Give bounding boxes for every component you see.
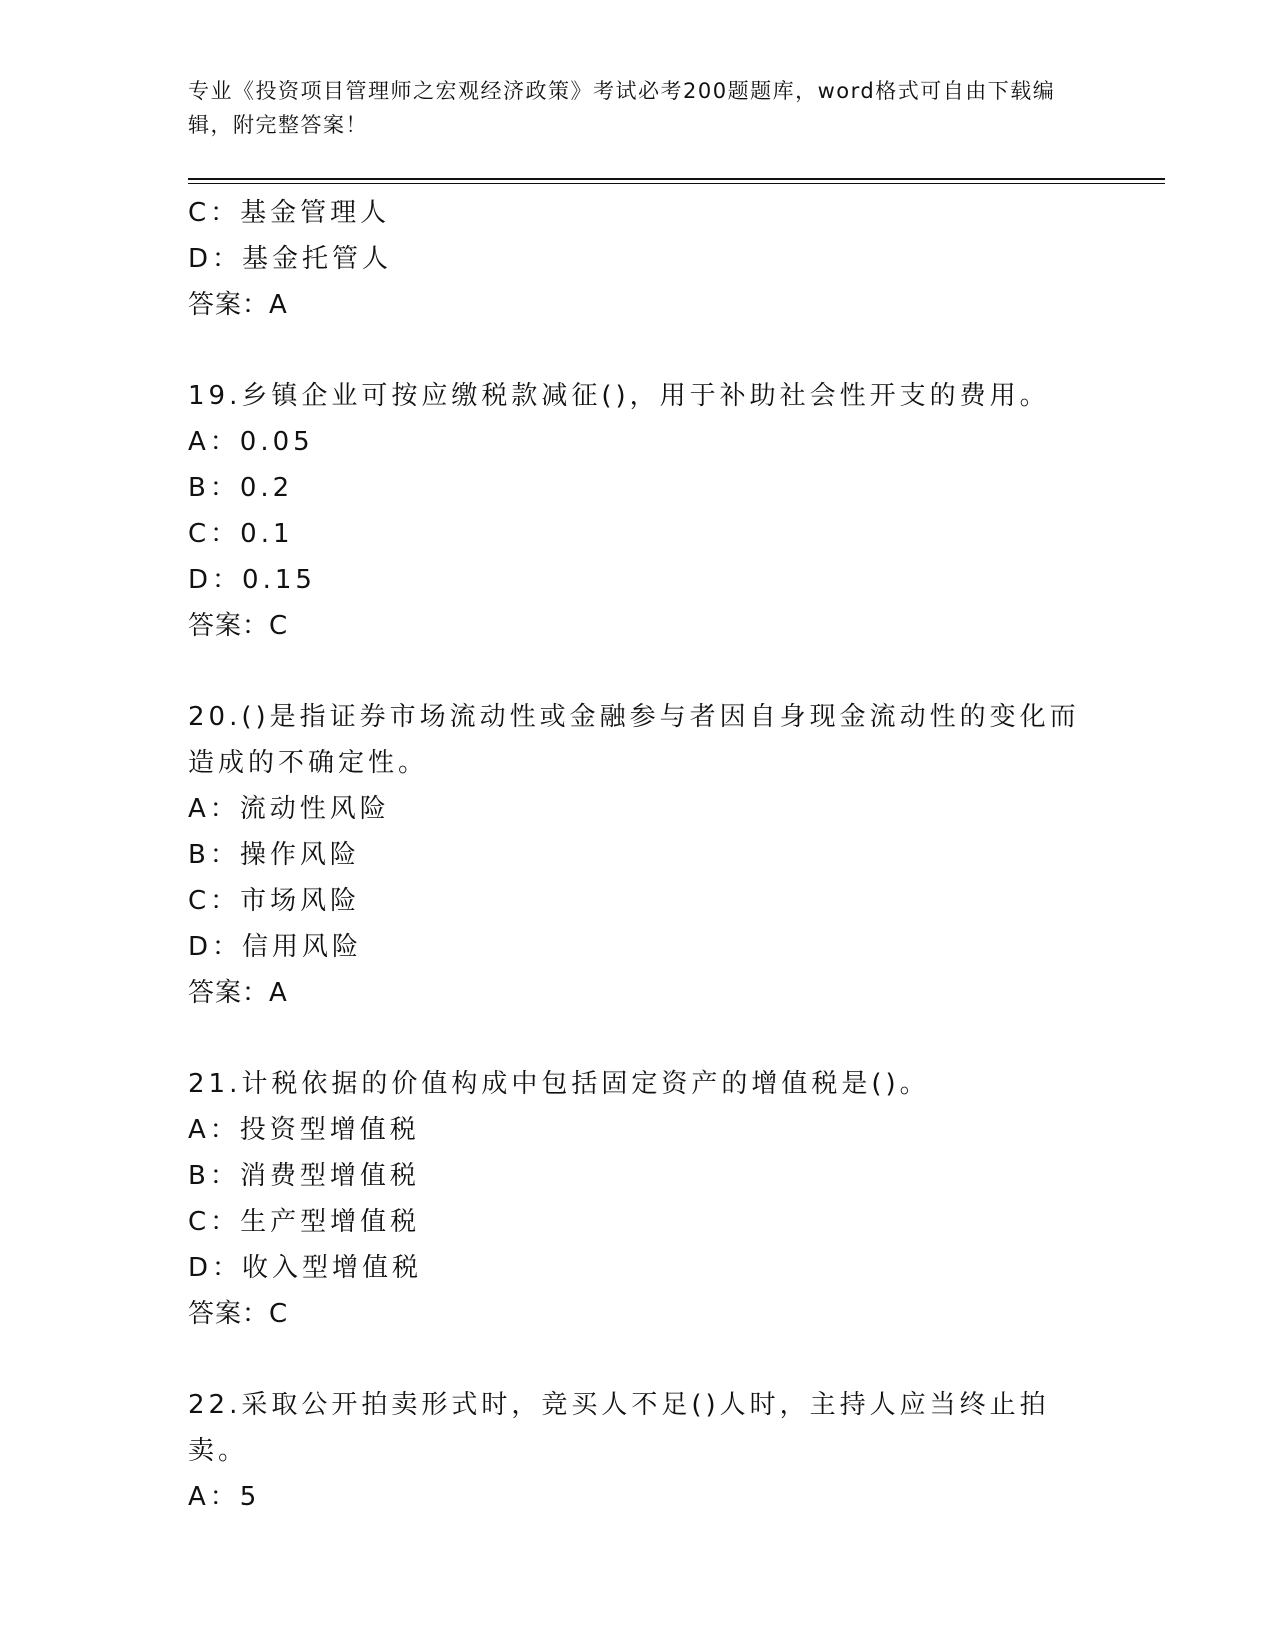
question-22 xyxy=(188,1382,1088,1520)
question-20 xyxy=(188,694,1088,1016)
question-stem: 21.计税依据的价值构成中包括固定资产的增值税是()。 xyxy=(188,1069,930,1099)
document-header: 专业《投资项目管理师之宏观经济政策》考试必考200题题库，word格式可自由下载编辑，附完整答案！ xyxy=(188,79,1056,137)
document-body xyxy=(188,190,1088,1520)
option-b: B：消费型增值税 xyxy=(188,1161,420,1191)
option-a: A：流动性风险 xyxy=(188,794,390,824)
question-18-tail xyxy=(188,190,1088,328)
question-stem: 22.采取公开拍卖形式时，竞买人不足()人时，主持人应当终止拍卖。 xyxy=(188,1390,1050,1466)
option-d: D：信用风险 xyxy=(188,932,363,962)
option-b: B：0.2 xyxy=(188,473,294,503)
question-stem: 19.乡镇企业可按应缴税款减征()，用于补助社会性开支的费用。 xyxy=(188,381,1050,411)
answer: 答案：C xyxy=(188,611,289,641)
header-rule-thin xyxy=(188,183,1165,184)
option-d: D：0.15 xyxy=(188,565,316,595)
option-d: D：基金托管人 xyxy=(188,244,393,274)
answer: 答案：A xyxy=(188,290,288,320)
option-c: C：基金管理人 xyxy=(188,198,391,228)
option-a: A：5 xyxy=(188,1482,261,1512)
spacer xyxy=(188,1337,1088,1382)
option-d: D：收入型增值税 xyxy=(188,1253,423,1283)
question-21 xyxy=(188,1061,1088,1337)
option-c: C：市场风险 xyxy=(188,886,361,916)
answer: 答案：A xyxy=(188,978,288,1008)
option-a: A：0.05 xyxy=(188,427,314,457)
option-b: B：操作风险 xyxy=(188,840,360,870)
spacer xyxy=(188,1016,1088,1061)
spacer xyxy=(188,328,1088,373)
question-stem: 20.()是指证券市场流动性或金融参与者因自身现金流动性的变化而造成的不确定性。 xyxy=(188,702,1080,778)
answer: 答案：C xyxy=(188,1299,289,1329)
option-a: A：投资型增值税 xyxy=(188,1115,420,1145)
question-19 xyxy=(188,373,1088,649)
option-c: C：生产型增值税 xyxy=(188,1207,421,1237)
header-rule-thick xyxy=(188,178,1165,180)
option-c: C：0.1 xyxy=(188,519,294,549)
spacer xyxy=(188,649,1088,694)
